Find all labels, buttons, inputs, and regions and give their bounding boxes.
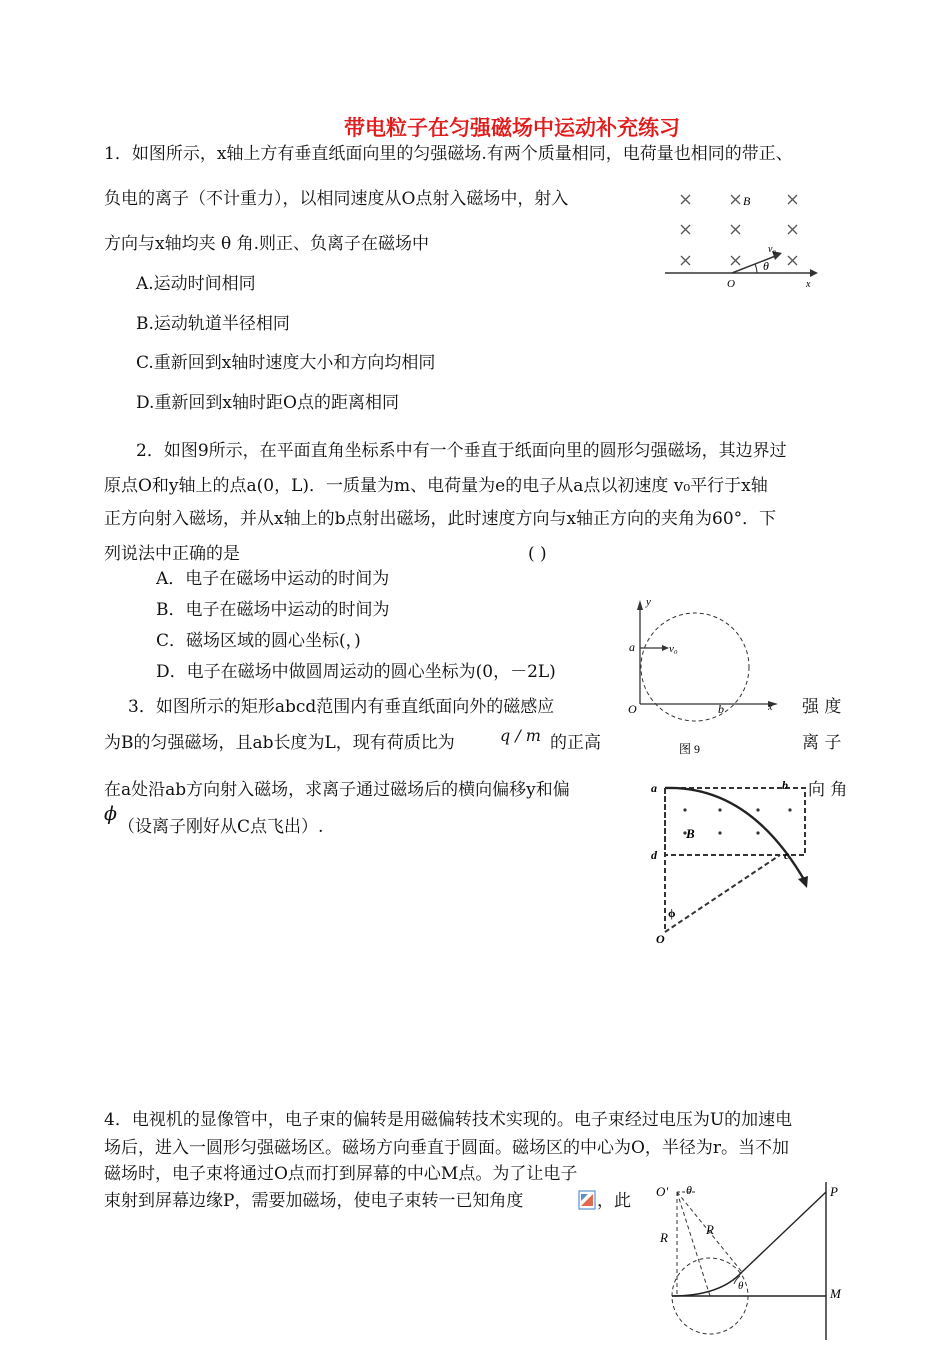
phi-angle-label: ϕ — [668, 906, 676, 920]
screen-center-m-label: M — [830, 1286, 841, 1301]
b-field-label: B — [743, 194, 751, 208]
center-line — [677, 1192, 710, 1296]
q3-line4: （设离子刚好从C点飞出）. — [118, 817, 324, 837]
q1-option-a: A.运动时间相同 — [136, 274, 256, 294]
q4-figure — [650, 1172, 860, 1350]
q4-line1: 4．电视机的显像管中，电子束的偏转是用磁偏转技术实现的。电子束经过电压为U的加速电 — [104, 1110, 793, 1130]
radius-label-right: R — [706, 1222, 714, 1237]
q2-figure — [622, 592, 792, 762]
point-b-label: b — [718, 702, 724, 716]
velocity-arrow — [662, 645, 669, 651]
screen-edge-p-label: P — [830, 1184, 838, 1199]
corner-b-label: b — [782, 778, 788, 792]
q1-option-b: B.运动轨道半径相同 — [136, 314, 290, 334]
point-a-label: a — [629, 640, 635, 654]
q2-line3: 正方向射入磁场，并从x轴上的b点射出磁场，此时速度方向与x轴正方向的夹角为60°．下 — [104, 509, 777, 529]
q2-option-c: C．磁场区域的圆心坐标(，) — [156, 631, 361, 651]
q1-option-d: D.重新回到x轴时距O点的距离相同 — [136, 393, 399, 413]
corner-d-label: d — [651, 848, 657, 862]
origin-label: O — [628, 702, 637, 716]
q2-line2: 原点O和y轴上的点a(0，L)．一质量为m、电荷量为e的电子从a点以初速度 v₀平行于x轴 — [104, 476, 768, 496]
q1-line2: 负电的离子（不计重力），以相同速度从O点射入磁场中，射入 — [104, 189, 569, 209]
answer-bracket: ( ) — [528, 544, 547, 564]
x-label: x — [768, 702, 773, 713]
y-axis-arrow — [637, 600, 643, 610]
theta-label: θ — [763, 259, 769, 273]
theta-arc — [755, 264, 757, 273]
x-axis-arrow — [810, 269, 818, 277]
q1-line3: 方向与x轴均夹 θ 角.则正、负离子在磁场中 — [104, 234, 430, 254]
deflected-beam — [742, 1192, 826, 1272]
q4-line4-tail: ，此 — [597, 1191, 631, 1211]
q3-line2-right: 离 子 — [802, 733, 842, 753]
q3-line3-right: 向 角 — [808, 780, 848, 800]
broken-image-icon — [578, 1190, 596, 1210]
v0-label: v₀ — [768, 244, 776, 255]
phi-symbol: ϕ — [104, 803, 117, 825]
q2-option-b: B．电子在磁场中运动的时间为 — [156, 600, 390, 620]
field-rectangle — [665, 788, 805, 855]
q3-line1-right: 强 度 — [802, 697, 842, 717]
theta-bottom-label: θ — [738, 1280, 744, 1292]
center-o-label: O — [656, 932, 665, 946]
q2-option-a: A．电子在磁场中运动的时间为 — [156, 569, 390, 589]
corner-a-label: a — [651, 781, 657, 795]
q4-line4: 束射到屏幕边缘P，需要加磁场，使电子束转一已知角度 — [104, 1191, 524, 1211]
q1-figure — [660, 185, 825, 290]
theta-top-label: θ — [686, 1183, 692, 1197]
radius-line-c — [665, 855, 780, 932]
field-dots — [683, 808, 791, 834]
q3-line3: 在a处沿ab方向射入磁场，求离子通过磁场后的横向偏移y和偏 — [104, 780, 570, 800]
trajectory-arrow — [798, 876, 808, 888]
page-title: 带电粒子在匀强磁场中运动补充练习 — [344, 116, 680, 140]
magnetic-field-circle — [641, 613, 749, 721]
q3-line2-tail: 的正高 — [550, 733, 601, 753]
y-label: y — [646, 596, 651, 608]
x-label: x — [806, 279, 811, 290]
q3-figure — [640, 775, 820, 950]
q2-line1: 2．如图9所示，在平面直角坐标系中有一个垂直于纸面向里的圆形匀强磁场，其边界过 — [136, 441, 787, 461]
q1-line1: 1．如图所示，x轴上方有垂直纸面向里的匀强磁场.有两个质量相同，电荷量也相同的带正、 — [104, 144, 793, 164]
v0-label: v₀ — [669, 643, 678, 655]
q1-option-c: C.重新回到x轴时速度大小和方向均相同 — [136, 353, 436, 373]
b-field-label: B — [686, 826, 695, 841]
radius-label-left: R — [660, 1230, 668, 1245]
charge-mass-ratio: q / m — [500, 726, 541, 745]
q4-line3: 磁场时，电子束将通过O点而打到屏幕的中心M点。为了让电子 — [104, 1164, 578, 1184]
q2-option-d: D．电子在磁场中做圆周运动的圆心坐标为(0，－2L) — [156, 662, 556, 682]
q3-line1: 3．如图所示的矩形abcd范围内有垂直纸面向外的磁感应 — [128, 697, 555, 717]
electron-arc — [672, 1272, 742, 1296]
q3-line2: 为B的匀强磁场，且ab长度为L，现有荷质比为 — [104, 733, 455, 753]
q2-line4: 列说法中正确的是 — [104, 544, 240, 564]
figure-caption: 图 9 — [679, 742, 701, 756]
q4-line2: 场后，进入一圆形匀强磁场区。磁场方向垂直于圆面。磁场区的中心为O，半径为r。当不加 — [104, 1138, 790, 1158]
corner-c-label: c — [784, 848, 790, 862]
o-prime-label: O' — [656, 1184, 669, 1199]
origin-label: O — [727, 278, 735, 290]
